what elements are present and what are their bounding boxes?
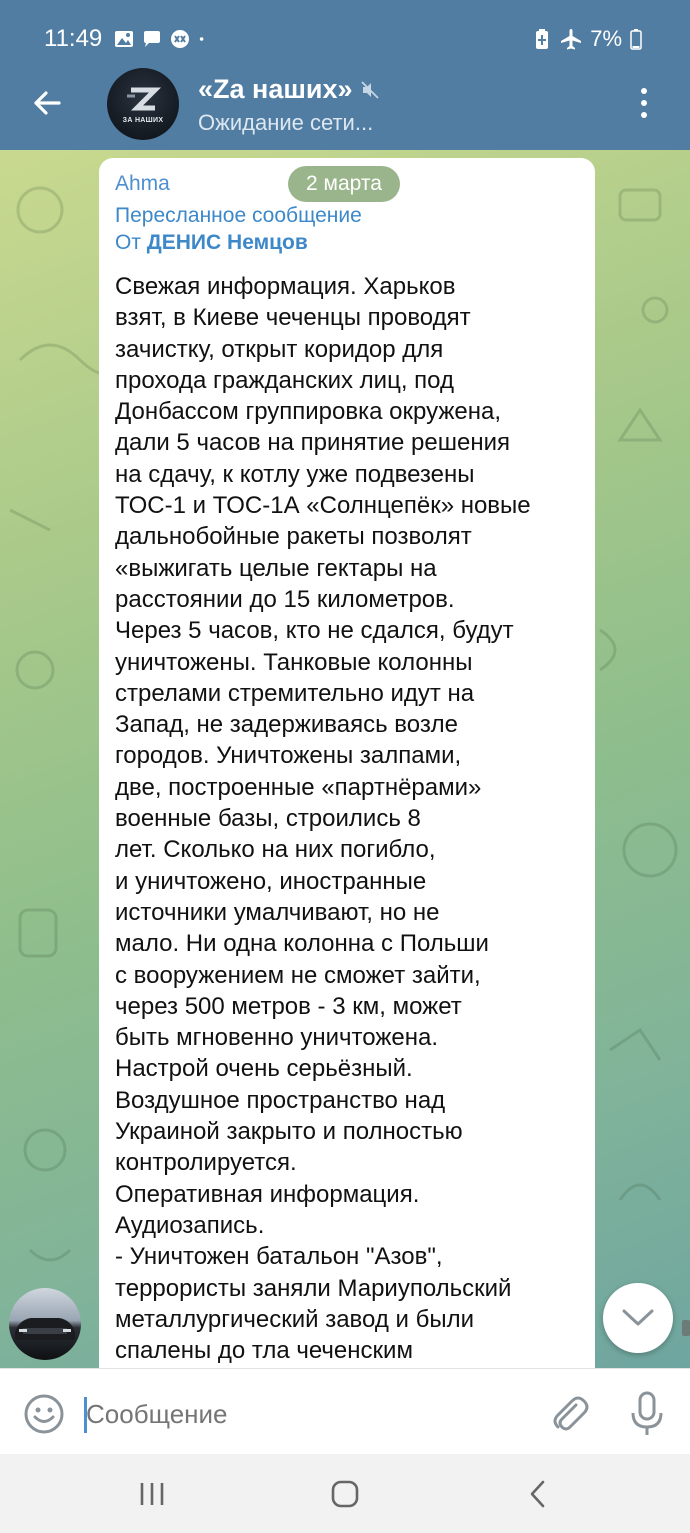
message-bubble[interactable]: [99, 158, 595, 1368]
chat-title-text: «Zа наших»: [198, 74, 353, 104]
menu-dot: [641, 112, 647, 118]
back-icon: [528, 1479, 548, 1509]
z-logo-icon: [107, 68, 179, 140]
system-back-button[interactable]: [508, 1474, 568, 1514]
status-bar: [0, 0, 690, 56]
home-button[interactable]: [315, 1474, 375, 1514]
message-input[interactable]: [86, 1399, 506, 1430]
back-arrow-icon: [32, 88, 62, 118]
emoji-icon: [22, 1392, 66, 1436]
message-composer: [0, 1368, 690, 1454]
status-time: 11:49: [44, 25, 103, 52]
avatar-label: ЗА НАШИХ: [122, 117, 164, 124]
home-icon: [329, 1478, 361, 1510]
status-notifications: [114, 28, 210, 50]
chat-title[interactable]: [198, 74, 379, 105]
vpn-icon: [170, 30, 190, 48]
message-text: Свежая информация. Харьков взят, в Киеве чеченцы проводят зачистку, открыт коридор для прохода гражданских лиц, под Донбассом группировка окружена, дали 5 часов на принятие решения на сдачу, к котлу уже подвезены ТОС-1 и ТОС-1А «Солнцепёк» новые дальнобойные ракеты позволят «выжигать целые гектары на расстоянии до 15 километров. Через 5 часов, кто не сдался, будут уничтожены. Танковые колонны стрелами стремительно идут на Запад, не задерживаясь возле городов. Уничтожены залпами, две, построенные «партнёрами» военные базы, строились 8 лет. Сколько на них погибло, и уничтожено, иностранные источники умалчивают, но не мало. Ни одна колонна с Польши с вооружением не сможет зайти, через 500 метров - 3 км, может быть мгновенно уничтожена. Настрой очень серьёзный. Воздушное пространство над Украиной закрыто и полностью контролируется. Оперативная информация. Аудиозапись. - Уничтожен батальон "Азов", террористы заняли Мариупольский металлургический завод и были спалены до тла чеченским: [115, 273, 531, 1365]
forwarded-from-prefix: От: [115, 231, 147, 254]
menu-dot: [641, 100, 647, 106]
microphone-button[interactable]: [624, 1389, 670, 1439]
attach-icon: [546, 1391, 592, 1437]
forwarded-from-name: ДЕНИС Немцов: [146, 231, 308, 254]
battery-percent: 7%: [590, 26, 622, 51]
system-nav-bar: [0, 1454, 690, 1533]
scrollbar-handle[interactable]: [682, 1320, 690, 1336]
battery-saver-icon: [532, 28, 552, 50]
chat-bubble-icon: [142, 30, 162, 48]
muted-icon: [361, 81, 379, 99]
date-badge: 2 марта: [288, 166, 400, 202]
forwarded-label: Пересланное сообщение: [115, 204, 362, 227]
sender-avatar[interactable]: [9, 1288, 81, 1360]
scroll-down-button[interactable]: [603, 1283, 673, 1353]
chat-status: Ожидание сети...: [198, 110, 374, 135]
chat-header: [0, 56, 690, 150]
message-sender[interactable]: Ahma: [115, 172, 170, 195]
chevron-down-icon: [621, 1308, 655, 1328]
recent-apps-button[interactable]: [122, 1474, 182, 1514]
channel-avatar[interactable]: [107, 68, 179, 140]
more-vertical-icon: [641, 88, 647, 94]
airplane-icon: [560, 28, 582, 50]
more-options-button[interactable]: [624, 78, 664, 128]
back-button[interactable]: [22, 78, 72, 128]
battery-icon: [630, 28, 642, 50]
dot-icon: [198, 30, 210, 48]
forwarded-from[interactable]: [115, 231, 308, 255]
emoji-button[interactable]: [22, 1392, 66, 1436]
car-photo-icon: [9, 1288, 81, 1360]
microphone-icon: [624, 1389, 670, 1439]
image-icon: [114, 30, 134, 48]
chat-area[interactable]: [0, 150, 690, 1368]
status-system: [532, 26, 642, 52]
recent-apps-icon: [137, 1481, 167, 1507]
attach-button[interactable]: [546, 1391, 592, 1437]
